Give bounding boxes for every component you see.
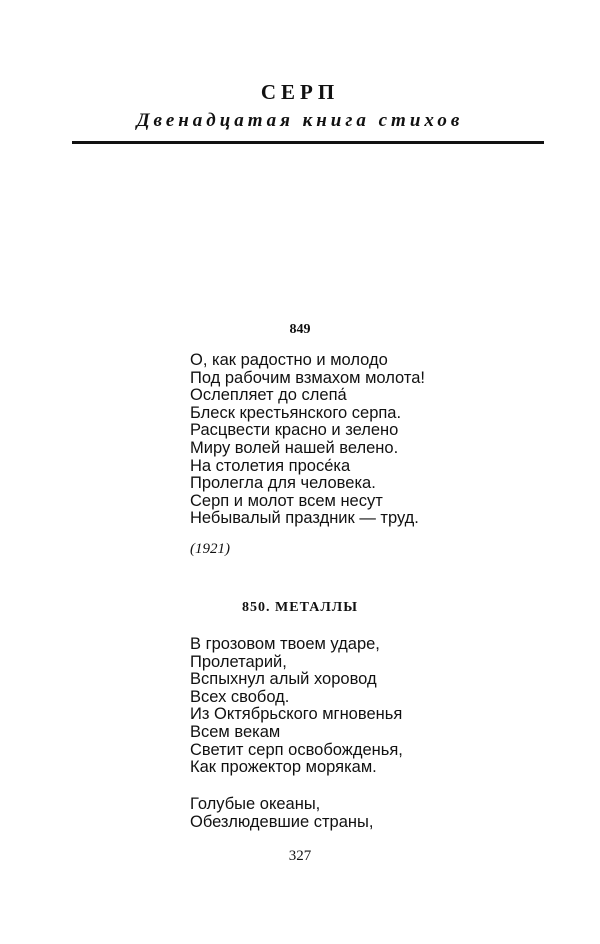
poem-line: Расцвести красно и зелено: [190, 421, 399, 440]
poem-line: Блеск крестьянского серпа.: [190, 403, 402, 422]
poem-line: Из Октябрьского мгновенья: [190, 705, 403, 724]
poem-line: Голубые океаны,: [190, 795, 321, 813]
poem-850-stanza-2: [190, 796, 373, 831]
poem-line: Ослепляет до слепа́: [190, 386, 347, 405]
poem-line: В грозовом твоем ударе,: [190, 635, 380, 653]
book-title: СЕРП: [260, 80, 340, 104]
poem-line: Светит серп освобожденья,: [190, 740, 403, 759]
page-number: 327: [288, 848, 312, 864]
poem-line: Пролегла для человека.: [190, 474, 376, 493]
poem-line: На столетия просе́ка: [190, 456, 351, 475]
poem-line: Миру волей нашей велено.: [190, 438, 399, 457]
poem-line: Всех свобод.: [190, 687, 290, 706]
poem-line: Как прожектор морякам.: [190, 758, 377, 777]
poem-line: Вспыхнул алый хоровод: [190, 670, 377, 689]
header-rule: [72, 141, 544, 144]
poem-line: Серп и молот всем несут: [190, 491, 383, 510]
poem-849-stanza: [190, 352, 425, 528]
poem-line: Пролетарий,: [190, 652, 287, 671]
poem-line: О, как радостно и молодо: [190, 351, 388, 369]
poem-line: Под рабочим взмахом молота!: [190, 368, 425, 387]
poem-number-849: 849: [289, 322, 311, 337]
book-subtitle: Двенадцатая книга стихов: [136, 110, 464, 131]
poem-line: Всем векам: [190, 722, 281, 741]
poem-line: Обезлюдевшие страны,: [190, 812, 374, 831]
poem-849-date: (1921): [190, 541, 230, 557]
poem-850-stanza-1: [190, 636, 403, 777]
poem-850-heading: 850. МЕТАЛЛЫ: [242, 600, 358, 615]
poem-line: Небывалый праздник — труд.: [190, 509, 419, 528]
